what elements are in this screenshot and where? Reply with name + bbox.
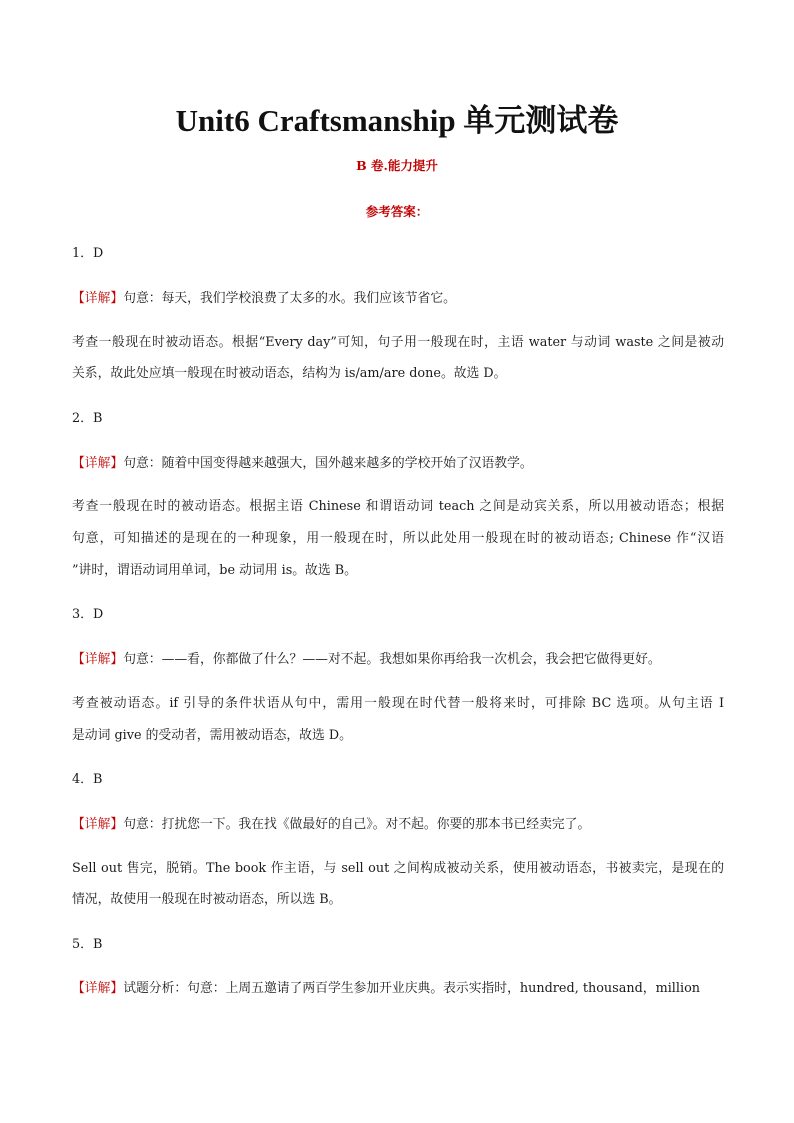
question-5-detail	[72, 979, 724, 999]
detail-tag: 【详解】	[72, 456, 124, 471]
question-1-detail	[72, 289, 724, 309]
question-4-answer: 4．B	[72, 772, 103, 787]
detail-tag: 【详解】	[72, 291, 124, 306]
page-title: Unit6 Craftsmanship 单元测试卷	[175, 103, 619, 138]
question-2-answer: 2．B	[72, 411, 103, 426]
question-3-detail	[72, 650, 724, 670]
detail-text: 句意：每天，我们学校浪费了太多的水。我们应该节省它。	[123, 291, 456, 306]
section-subtitle: B 卷.能力提升	[356, 158, 438, 173]
detail-tag: 【详解】	[72, 981, 124, 996]
question-2-explanation-line: 句意，可知描述的是现在的一种现象，用一般现在时，所以此处用一般现在时的被动语态; Chinese 作“汉语	[72, 531, 724, 546]
question-5-answer: 5．B	[72, 937, 103, 952]
question-3-explanation-line: 是动词 give 的受动者，需用被动语态，故选 D。	[72, 728, 352, 743]
question-3-answer: 3．D	[72, 607, 104, 622]
question-3-explanation-line: 考查被动语态。if 引导的条件状语从句中，需用一般现在时代替一般将来时，可排除 BC 选项。从句主语 I	[72, 696, 724, 711]
question-1-explanation-line: 关系，故此处应填一般现在时被动语态，结构为 is/am/are done。故选 D。	[72, 366, 507, 381]
question-2-explanation-line: ”讲时，谓语动词用单词，be 动词用 is。故选 B。	[72, 563, 357, 578]
detail-text: 试题分析：句意：上周五邀请了两百学生参加开业庆典。表示实指时，hundred, thousand，million	[123, 981, 701, 996]
question-1-explanation-line: 考查一般现在时被动语态。根据“Every day”可知，句子用一般现在时，主语 water 与动词 waste 之间是被动	[72, 335, 724, 350]
detail-tag: 【详解】	[72, 817, 124, 832]
question-4-explanation-line: Sell out 售完，脱销。The book 作主语，与 sell out 之间构成被动关系，使用被动语态，书被卖完，是现在的	[72, 861, 724, 876]
detail-text: 句意：——看，你都做了什么？——对不起。我想如果你再给我一次机会，我会把它做得更好。	[123, 652, 661, 667]
question-2-detail	[72, 454, 724, 474]
answers-heading: 参考答案：	[365, 204, 429, 219]
question-1-answer: 1．D	[72, 246, 104, 261]
detail-text: 句意：随着中国变得越来越强大，国外越来越多的学校开始了汉语教学。	[123, 456, 533, 471]
question-4-explanation-line: 情况，故使用一般现在时被动语态，所以选 B。	[72, 892, 342, 907]
question-4-detail	[72, 815, 724, 835]
question-2-explanation-line: 考查一般现在时的被动语态。根据主语 Chinese 和谓语动词 teach 之间是动宾关系，所以用被动语态；根据	[72, 499, 724, 514]
detail-tag: 【详解】	[72, 652, 124, 667]
detail-text: 句意：打扰您一下。我在找《做最好的自己》。对不起。你要的那本书已经卖完了。	[123, 817, 591, 832]
